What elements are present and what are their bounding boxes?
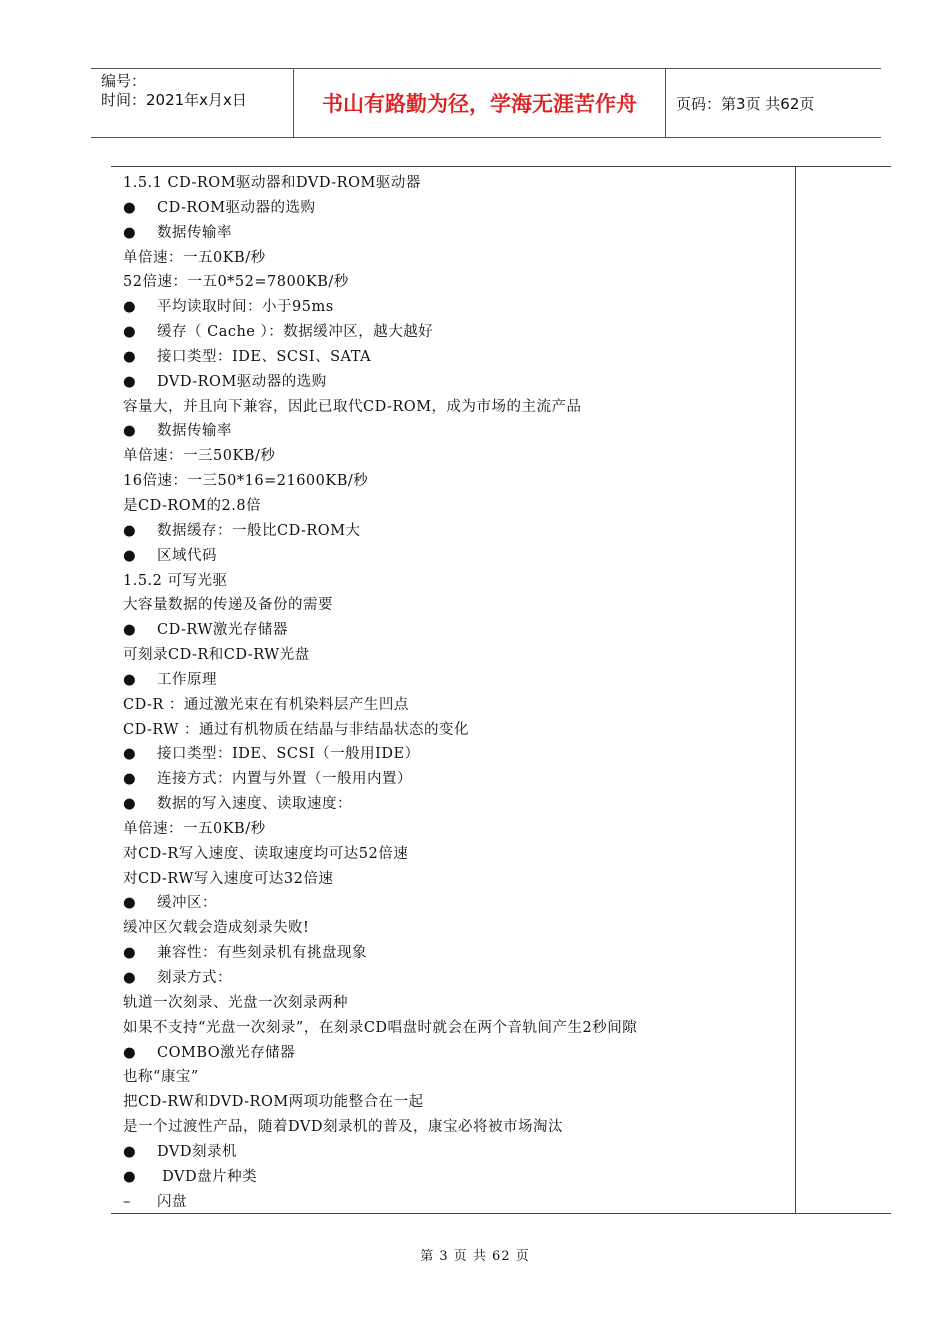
line-text: 缓冲区欠载会造成刻录失败! (123, 920, 310, 937)
text-line (123, 469, 788, 494)
line-text: 把CD-RW和DVD-ROM两项功能整合在一起 (123, 1094, 424, 1111)
line-text: CD-R ：通过激光束在有机染料层产生凹点 (123, 696, 409, 713)
line-text: 如果不支持“光盘一次刻录”，在刻录CD唱盘时就会在两个音轨间产生2秒间隙 (123, 1019, 638, 1036)
text-line (123, 792, 788, 817)
text-line (123, 295, 788, 320)
page-footer: 第 3 页 共 62 页 (420, 1249, 530, 1264)
bullet-icon: ● (123, 199, 137, 216)
text-line (123, 767, 788, 792)
text-line (123, 618, 788, 643)
column-divider (795, 167, 796, 1213)
line-text: 大容量数据的传递及备份的需要 (123, 597, 333, 614)
line-text: 缓存（ Cache ）：数据缓冲区，越大越好 (157, 324, 434, 341)
line-text: 闪盘 (157, 1193, 187, 1210)
line-text: 平均读取时间：小于95ms (157, 299, 334, 316)
text-line (123, 1065, 788, 1090)
line-text: 单倍速：一三50KB/秒 (123, 448, 276, 465)
bullet-icon: ● (123, 547, 137, 564)
text-line (123, 221, 788, 246)
text-line (123, 270, 788, 295)
text-line (123, 693, 788, 718)
line-text: 接口类型：IDE、SCSI（一般用IDE） (157, 746, 420, 763)
line-text: DVD盘片种类 (157, 1168, 258, 1185)
text-line (123, 1190, 788, 1215)
text-line (123, 668, 788, 693)
header-page-info: 页码：第3页 共62页 (676, 94, 815, 113)
bullet-icon: ● (123, 324, 137, 341)
line-text: 对CD-R写入速度、读取速度均可达52倍速 (123, 845, 409, 862)
bullet-icon: ● (123, 373, 137, 390)
line-text: COMBO激光存储器 (157, 1044, 296, 1061)
line-text: 数据缓存：一般比CD-ROM大 (157, 522, 361, 539)
line-text: 单倍速：一五0KB/秒 (123, 249, 266, 266)
line-text: 缓冲区： (157, 895, 217, 912)
bullet-icon: ● (123, 746, 137, 763)
header-motto: 书山有路勤为径，学海无涯苦作舟 (293, 69, 666, 137)
text-line (123, 891, 788, 916)
line-text: 刻录方式： (157, 970, 232, 986)
line-text: 轨道一次刻录、光盘一次刻录两种 (123, 994, 348, 1011)
text-line (123, 171, 788, 196)
text-line (123, 370, 788, 395)
text-line (123, 320, 788, 345)
line-text: CD-RW ：通过有机物质在结晶与非结晶状态的变化 (123, 721, 469, 738)
bullet-icon: ● (123, 895, 137, 912)
time-label: 时间：2021年x月x日 (101, 91, 247, 109)
bullet-icon: ● (123, 970, 137, 986)
text-line (123, 643, 788, 668)
text-line (123, 817, 788, 842)
line-text: 对CD-RW写入速度可达32倍速 (123, 870, 334, 887)
line-text: 工作原理 (157, 671, 217, 688)
bullet-icon: ● (123, 522, 137, 539)
text-line (123, 1140, 788, 1165)
line-text: 1.5.1 CD-ROM驱动器和DVD-ROM驱动器 (123, 175, 421, 191)
text-line (123, 742, 788, 767)
dash-icon: – (123, 1193, 131, 1210)
header-meta (91, 69, 293, 137)
line-text: 52倍速：一五0*52=7800KB/秒 (123, 274, 349, 291)
text-line (123, 718, 788, 743)
text-line (123, 916, 788, 941)
line-text: 是CD-ROM的2.8倍 (123, 497, 262, 514)
line-text: 16倍速：一三50*16=21600KB/秒 (123, 473, 369, 490)
content-table (111, 166, 891, 1214)
line-text: 是一个过渡性产品，随着DVD刻录机的普及，康宝必将被市场淘汰 (123, 1119, 563, 1136)
bullet-icon: ● (123, 622, 137, 639)
text-line (123, 1165, 788, 1190)
text-line (123, 246, 788, 271)
bullet-icon: ● (123, 771, 137, 788)
text-line (123, 1115, 788, 1140)
line-text: DVD刻录机 (157, 1143, 237, 1160)
bullet-icon: ● (123, 1168, 137, 1185)
line-text: 容量大，并且向下兼容，因此已取代CD-ROM，成为市场的主流产品 (123, 398, 582, 415)
line-text: CD-RW激光存储器 (157, 622, 288, 639)
line-text: 区域代码 (157, 547, 217, 564)
text-line (123, 1041, 788, 1066)
bullet-icon: ● (123, 671, 137, 688)
bullet-icon: ● (123, 796, 137, 813)
text-line (123, 593, 788, 618)
line-text: 单倍速：一五0KB/秒 (123, 820, 266, 837)
line-text: 兼容性：有些刻录机有挑盘现象 (157, 945, 367, 962)
text-line (123, 966, 788, 991)
line-text: 可刻录CD-R和CD-RW光盘 (123, 647, 310, 664)
line-text: 连接方式：内置与外置（一般用内置） (157, 771, 412, 788)
line-text: 数据传输率 (157, 224, 232, 241)
text-line (123, 991, 788, 1016)
text-line (123, 544, 788, 569)
bullet-icon: ● (123, 224, 137, 241)
bullet-icon: ● (123, 348, 137, 365)
bullet-icon: ● (123, 299, 137, 316)
text-line (123, 1016, 788, 1041)
line-text: DVD-ROM驱动器的选购 (157, 373, 327, 390)
text-line (123, 345, 788, 370)
bullet-icon: ● (123, 1143, 137, 1160)
text-line (123, 867, 788, 892)
text-line (123, 1090, 788, 1115)
line-text: 1.5.2 可写光驱 (123, 572, 228, 589)
bullet-icon: ● (123, 945, 137, 962)
line-text: 数据传输率 (157, 423, 232, 440)
line-text: 数据的写入速度、读取速度： (157, 796, 352, 813)
text-line (123, 419, 788, 444)
text-line (123, 395, 788, 420)
number-label: 编号： (101, 72, 147, 90)
text-line (123, 444, 788, 469)
bullet-icon: ● (123, 1044, 137, 1061)
text-line (123, 842, 788, 867)
content-lines (123, 171, 788, 1214)
text-line (123, 519, 788, 544)
line-text: 接口类型：IDE、SCSI、SATA (157, 348, 372, 365)
text-line (123, 494, 788, 519)
text-line (123, 941, 788, 966)
bullet-icon: ● (123, 423, 137, 440)
line-text: 也称“康宝” (123, 1069, 199, 1086)
line-text: CD-ROM驱动器的选购 (157, 199, 316, 216)
page-header (91, 68, 881, 138)
text-line (123, 196, 788, 221)
text-line (123, 569, 788, 594)
